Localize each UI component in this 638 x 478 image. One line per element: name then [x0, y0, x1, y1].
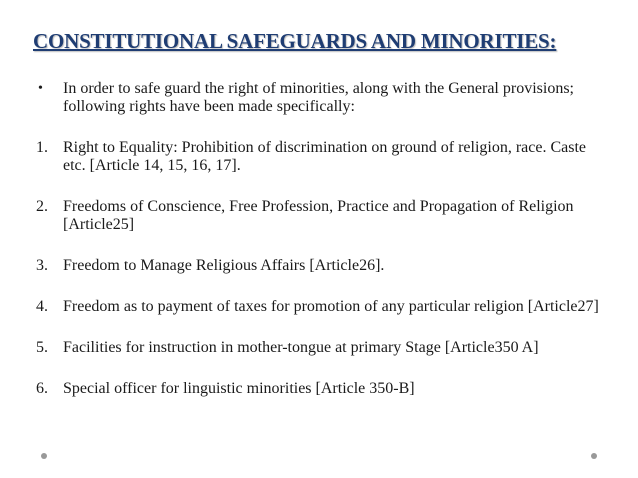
list-marker: 4.	[36, 298, 48, 315]
list-item-6	[36, 380, 602, 398]
footer-left-dot-icon	[41, 453, 47, 459]
list-item-4	[36, 298, 602, 316]
list-item-text: Freedom to Manage Religious Affairs [Article26].	[63, 257, 385, 274]
list-marker: 5.	[36, 339, 48, 356]
slide-title: CONSTITUTIONAL SAFEGUARDS AND MINORITIES:	[33, 29, 557, 53]
list-marker: 2.	[36, 198, 48, 215]
list-item-text: Right to Equality: Prohibition of discrimination on ground of religion, race. Caste etc. [Article 14, 15, 16, 17].	[63, 139, 587, 174]
list-item-1	[36, 139, 602, 175]
bullet-marker: •	[38, 81, 43, 96]
list-item-text: Freedom as to payment of taxes for promotion of any particular religion [Article27]	[63, 298, 599, 315]
list-marker: 1.	[36, 139, 48, 156]
footer-right-dot-icon	[591, 453, 597, 459]
list-item-text: Facilities for instruction in mother-tongue at primary Stage [Article350 A]	[63, 339, 539, 356]
list-marker: 3.	[36, 257, 48, 274]
intro-bullet	[36, 80, 602, 116]
list-item-text: Special officer for linguistic minorities [Article 350-B]	[63, 380, 415, 397]
list-item-3	[36, 257, 602, 275]
list-item-2	[36, 198, 602, 234]
slide-content	[36, 80, 602, 398]
bullet-text: In order to safe guard the right of minorities, along with the General provisions; following rights have been made specifically:	[63, 80, 574, 115]
list-item-5	[36, 339, 602, 357]
list-item-text: Freedoms of Conscience, Free Profession, Practice and Propagation of Religion [Article25]	[63, 198, 574, 233]
list-marker: 6.	[36, 380, 48, 397]
